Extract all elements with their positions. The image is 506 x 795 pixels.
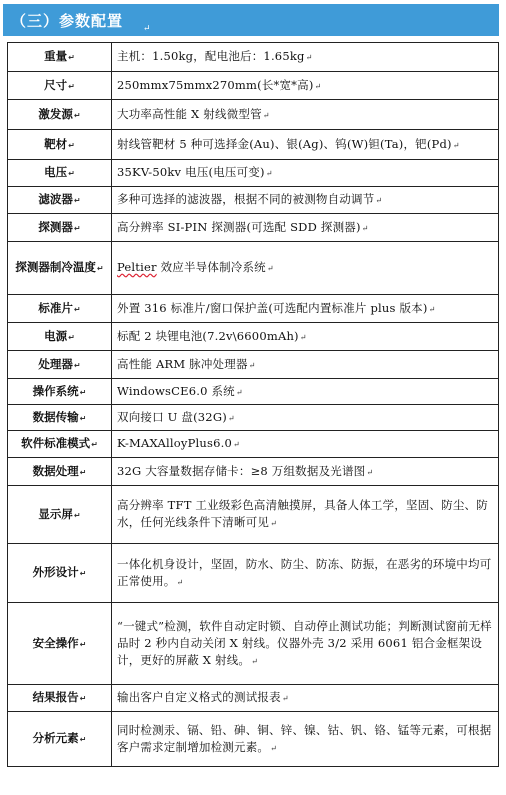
table-row — [8, 130, 499, 160]
row-value: 高性能 ARM 脉冲处理器↵ — [112, 351, 499, 379]
row-value: 32G 大容量数据存储卡：≥8 万组数据及光谱图↵ — [112, 458, 499, 486]
row-label: 探测器制冷温度↵ — [8, 242, 112, 295]
table-row — [8, 486, 499, 544]
row-label: 软件标准模式↵ — [8, 431, 112, 458]
row-value: 外置 316 标准片/窗口保护盖(可选配内置标准片 plus 版本)↵ — [112, 295, 499, 323]
table-row — [8, 544, 499, 603]
row-label: 数据传输↵ — [8, 405, 112, 431]
row-label: 分析元素↵ — [8, 712, 112, 767]
table-row — [8, 214, 499, 242]
row-label: 操作系统↵ — [8, 379, 112, 405]
table-row — [8, 100, 499, 130]
row-label: 结果报告↵ — [8, 685, 112, 712]
table-row — [8, 712, 499, 767]
table-row — [8, 405, 499, 431]
row-label: 数据处理↵ — [8, 458, 112, 486]
section-header-banner — [3, 4, 499, 36]
row-label: 外形设计↵ — [8, 544, 112, 603]
row-value: “一键式”检测，软件自动定时锁、自动停止测试功能；判断测试窗前无样品时 2 秒内自动关闭 X 射线。仪器外壳 3/2 采用 6061 铝合金框架设计，更好的屏蔽 X 射线。↵ — [112, 603, 499, 685]
row-label: 滤波器↵ — [8, 187, 112, 214]
row-label: 处理器↵ — [8, 351, 112, 379]
row-value: 35KV-50kv 电压(电压可变)↵ — [112, 160, 499, 187]
table-row — [8, 72, 499, 100]
table-row — [8, 160, 499, 187]
row-value: 标配 2 块锂电池(7.2v\6600mAh)↵ — [112, 323, 499, 351]
row-value: 多种可选择的滤波器，根据不同的被测物自动调节↵ — [112, 187, 499, 214]
row-label: 安全操作↵ — [8, 603, 112, 685]
table-row — [8, 458, 499, 486]
table-row — [8, 323, 499, 351]
row-label: 标准片↵ — [8, 295, 112, 323]
table-row — [8, 187, 499, 214]
row-label: 探测器↵ — [8, 214, 112, 242]
row-label: 靶材↵ — [8, 130, 112, 160]
table-row — [8, 379, 499, 405]
spec-table — [7, 42, 499, 767]
row-label: 显示屏↵ — [8, 486, 112, 544]
row-value: 高分辨率 SI-PIN 探测器(可选配 SDD 探测器)↵ — [112, 214, 499, 242]
table-row — [8, 351, 499, 379]
row-value: 高分辨率 TFT 工业级彩色高清触摸屏，具备人体工学，坚固、防尘、防水，任何光线条件下清晰可见↵ — [112, 486, 499, 544]
return-mark: ↵ — [143, 24, 151, 34]
table-row — [8, 43, 499, 72]
row-value: K-MAXAlloyPlus6.0↵ — [112, 431, 499, 458]
section-title: （三）参数配置 — [11, 12, 124, 30]
row-value: 双向接口 U 盘(32G)↵ — [112, 405, 499, 431]
row-value: 250mmx75mmx270mm(长*宽*高)↵ — [112, 72, 499, 100]
row-value: WindowsCE6.0 系统↵ — [112, 379, 499, 405]
table-row — [8, 603, 499, 685]
row-value: 同时检测汞、镉、铅、砷、铜、锌、镍、钴、钒、铬、锰等元素，可根据客户需求定制增加检测元素。↵ — [112, 712, 499, 767]
row-value: 大功率高性能 X 射线微型管↵ — [112, 100, 499, 130]
row-label: 电压↵ — [8, 160, 112, 187]
table-row — [8, 431, 499, 458]
row-label: 重量↵ — [8, 43, 112, 72]
row-label: 电源↵ — [8, 323, 112, 351]
row-label: 激发源↵ — [8, 100, 112, 130]
row-value: 射线管靶材 5 种可选择金(Au)、银(Ag)、钨(W)钽(Ta)，钯(Pd)↵ — [112, 130, 499, 160]
table-row — [8, 295, 499, 323]
row-label: 尺寸↵ — [8, 72, 112, 100]
row-value: 输出客户自定义格式的测试报表↵ — [112, 685, 499, 712]
row-value: Peltier 效应半导体制冷系统↵ — [112, 242, 499, 295]
table-row — [8, 242, 499, 295]
table-row — [8, 685, 499, 712]
row-value: 一体化机身设计，坚固，防水、防尘、防冻、防振，在恶劣的环境中均可正常使用。↵ — [112, 544, 499, 603]
row-value: 主机：1.50kg，配电池后：1.65kg↵ — [112, 43, 499, 72]
